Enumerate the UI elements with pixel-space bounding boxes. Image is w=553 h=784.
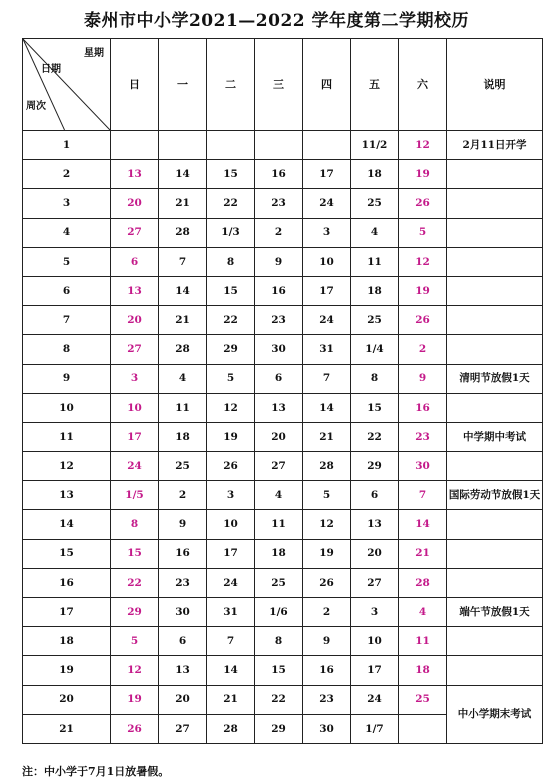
- date-cell-thu: 23: [303, 685, 351, 714]
- table-row: [23, 131, 543, 160]
- date-cell-thu: 16: [303, 656, 351, 685]
- table-row: [23, 452, 543, 481]
- note-cell: [447, 306, 543, 335]
- date-cell-sun: 6: [111, 247, 159, 276]
- weekday-header-wed: 三: [255, 39, 303, 131]
- table-row: [23, 685, 543, 714]
- table-row: [23, 364, 543, 393]
- date-cell-wed: 11: [255, 510, 303, 539]
- date-cell-sun: 13: [111, 160, 159, 189]
- date-cell-sun: 22: [111, 568, 159, 597]
- week-number-cell: 5: [23, 247, 111, 276]
- date-cell-tue: 15: [207, 276, 255, 305]
- date-cell-thu: 2: [303, 598, 351, 627]
- note-cell: [447, 393, 543, 422]
- date-cell-tue: 22: [207, 306, 255, 335]
- date-cell-wed: 30: [255, 335, 303, 364]
- note-cell: [447, 276, 543, 305]
- date-cell-wed: 2: [255, 218, 303, 247]
- date-cell-tue: 17: [207, 539, 255, 568]
- date-cell-fri: 18: [351, 160, 399, 189]
- date-cell-fri: 17: [351, 656, 399, 685]
- date-cell-thu: 28: [303, 452, 351, 481]
- week-number-cell: 14: [23, 510, 111, 539]
- table-row: [23, 306, 543, 335]
- date-cell-wed: [255, 131, 303, 160]
- date-cell-thu: 17: [303, 160, 351, 189]
- table-row: [23, 568, 543, 597]
- date-cell-tue: 1/3: [207, 218, 255, 247]
- date-cell-sat: 18: [399, 656, 447, 685]
- date-cell-tue: 29: [207, 335, 255, 364]
- date-cell-thu: 21: [303, 422, 351, 451]
- date-cell-thu: 5: [303, 481, 351, 510]
- week-number-cell: 9: [23, 364, 111, 393]
- date-cell-wed: 16: [255, 160, 303, 189]
- date-cell-thu: 9: [303, 627, 351, 656]
- corner-label-week: 周次: [26, 101, 46, 112]
- week-number-cell: 13: [23, 481, 111, 510]
- date-cell-tue: 12: [207, 393, 255, 422]
- week-number-cell: 7: [23, 306, 111, 335]
- note-cell: 中小学期末考试: [447, 685, 543, 743]
- date-cell-mon: 27: [159, 714, 207, 743]
- date-cell-mon: 16: [159, 539, 207, 568]
- date-cell-fri: 22: [351, 422, 399, 451]
- date-cell-sun: 27: [111, 335, 159, 364]
- weekday-header-tue: 二: [207, 39, 255, 131]
- weekday-header-sat: 六: [399, 39, 447, 131]
- corner-header-cell: [23, 39, 111, 131]
- date-cell-sat: 26: [399, 306, 447, 335]
- date-cell-sun: 19: [111, 685, 159, 714]
- date-cell-sun: 13: [111, 276, 159, 305]
- week-number-cell: 1: [23, 131, 111, 160]
- date-cell-thu: [303, 131, 351, 160]
- date-cell-thu: 26: [303, 568, 351, 597]
- page-title: 泰州市中小学2021—2022 学年度第二学期校历: [83, 11, 470, 31]
- week-number-cell: 15: [23, 539, 111, 568]
- date-cell-mon: 6: [159, 627, 207, 656]
- date-cell-tue: 10: [207, 510, 255, 539]
- note-cell: [447, 335, 543, 364]
- date-cell-tue: 19: [207, 422, 255, 451]
- date-cell-tue: 14: [207, 656, 255, 685]
- date-cell-wed: 8: [255, 627, 303, 656]
- date-cell-tue: 21: [207, 685, 255, 714]
- header-row: [23, 39, 543, 131]
- note-cell: [447, 627, 543, 656]
- table-row: [23, 539, 543, 568]
- corner-label-weekday: 星期: [84, 48, 104, 59]
- date-cell-sun: 29: [111, 598, 159, 627]
- date-cell-sun: 10: [111, 393, 159, 422]
- date-cell-fri: 10: [351, 627, 399, 656]
- date-cell-tue: 5: [207, 364, 255, 393]
- week-number-cell: 20: [23, 685, 111, 714]
- date-cell-sat: 12: [399, 131, 447, 160]
- note-cell: 中学期中考试: [447, 422, 543, 451]
- week-number-cell: 12: [23, 452, 111, 481]
- table-row: [23, 189, 543, 218]
- date-cell-tue: 8: [207, 247, 255, 276]
- table-row: [23, 160, 543, 189]
- week-number-cell: 21: [23, 714, 111, 743]
- date-cell-thu: 12: [303, 510, 351, 539]
- date-cell-sat: 4: [399, 598, 447, 627]
- date-cell-mon: 14: [159, 160, 207, 189]
- date-cell-sun: 1/5: [111, 481, 159, 510]
- date-cell-wed: 1/6: [255, 598, 303, 627]
- date-cell-sat: 9: [399, 364, 447, 393]
- date-cell-sun: 27: [111, 218, 159, 247]
- date-cell-thu: 7: [303, 364, 351, 393]
- table-row: [23, 422, 543, 451]
- date-cell-mon: 21: [159, 306, 207, 335]
- note-cell: 国际劳动节放假1天: [447, 481, 543, 510]
- date-cell-fri: 18: [351, 276, 399, 305]
- date-cell-sat: 28: [399, 568, 447, 597]
- date-cell-tue: 3: [207, 481, 255, 510]
- date-cell-tue: 22: [207, 189, 255, 218]
- date-cell-tue: 31: [207, 598, 255, 627]
- date-cell-mon: 2: [159, 481, 207, 510]
- date-cell-wed: 6: [255, 364, 303, 393]
- date-cell-fri: 3: [351, 598, 399, 627]
- date-cell-tue: 26: [207, 452, 255, 481]
- table-row: [23, 247, 543, 276]
- date-cell-thu: 30: [303, 714, 351, 743]
- date-cell-sun: 24: [111, 452, 159, 481]
- date-cell-sat: [399, 714, 447, 743]
- date-cell-wed: 4: [255, 481, 303, 510]
- date-cell-sun: 15: [111, 539, 159, 568]
- date-cell-mon: 25: [159, 452, 207, 481]
- note-cell: [447, 656, 543, 685]
- weekday-header-mon: 一: [159, 39, 207, 131]
- week-number-cell: 17: [23, 598, 111, 627]
- date-cell-sat: 30: [399, 452, 447, 481]
- date-cell-sun: 3: [111, 364, 159, 393]
- date-cell-mon: 14: [159, 276, 207, 305]
- weekday-header-thu: 四: [303, 39, 351, 131]
- date-cell-wed: 9: [255, 247, 303, 276]
- date-cell-wed: 22: [255, 685, 303, 714]
- date-cell-sun: 12: [111, 656, 159, 685]
- date-cell-tue: [207, 131, 255, 160]
- date-cell-mon: 28: [159, 218, 207, 247]
- note-cell: [447, 247, 543, 276]
- date-cell-sat: 12: [399, 247, 447, 276]
- date-cell-wed: 18: [255, 539, 303, 568]
- date-cell-thu: 19: [303, 539, 351, 568]
- week-number-cell: 16: [23, 568, 111, 597]
- date-cell-fri: 11/2: [351, 131, 399, 160]
- date-cell-mon: [159, 131, 207, 160]
- date-cell-thu: 3: [303, 218, 351, 247]
- week-number-cell: 2: [23, 160, 111, 189]
- date-cell-fri: 24: [351, 685, 399, 714]
- table-row: [23, 276, 543, 305]
- table-row: [23, 218, 543, 247]
- date-cell-mon: 9: [159, 510, 207, 539]
- date-cell-sun: 17: [111, 422, 159, 451]
- date-cell-fri: 4: [351, 218, 399, 247]
- note-cell: [447, 160, 543, 189]
- date-cell-sat: 2: [399, 335, 447, 364]
- date-cell-sun: 20: [111, 189, 159, 218]
- note-cell: 2月11日开学: [447, 131, 543, 160]
- week-number-cell: 6: [23, 276, 111, 305]
- date-cell-wed: 29: [255, 714, 303, 743]
- date-cell-sun: 20: [111, 306, 159, 335]
- week-number-cell: 8: [23, 335, 111, 364]
- note-cell: [447, 539, 543, 568]
- date-cell-wed: 16: [255, 276, 303, 305]
- week-number-cell: 18: [23, 627, 111, 656]
- week-number-cell: 10: [23, 393, 111, 422]
- date-cell-fri: 25: [351, 189, 399, 218]
- date-cell-fri: 8: [351, 364, 399, 393]
- date-cell-thu: 31: [303, 335, 351, 364]
- table-row: [23, 393, 543, 422]
- date-cell-tue: 28: [207, 714, 255, 743]
- date-cell-sat: 25: [399, 685, 447, 714]
- date-cell-wed: 27: [255, 452, 303, 481]
- calendar-table: [22, 38, 543, 744]
- date-cell-sat: 26: [399, 189, 447, 218]
- table-row: [23, 627, 543, 656]
- table-row: [23, 656, 543, 685]
- date-cell-mon: 18: [159, 422, 207, 451]
- date-cell-fri: 15: [351, 393, 399, 422]
- note-cell: [447, 218, 543, 247]
- date-cell-wed: 20: [255, 422, 303, 451]
- table-row: [23, 510, 543, 539]
- date-cell-fri: 20: [351, 539, 399, 568]
- date-cell-tue: 15: [207, 160, 255, 189]
- date-cell-wed: 23: [255, 306, 303, 335]
- date-cell-mon: 28: [159, 335, 207, 364]
- date-cell-fri: 25: [351, 306, 399, 335]
- date-cell-thu: 14: [303, 393, 351, 422]
- date-cell-fri: 29: [351, 452, 399, 481]
- date-cell-wed: 15: [255, 656, 303, 685]
- date-cell-wed: 23: [255, 189, 303, 218]
- date-cell-sun: [111, 131, 159, 160]
- date-cell-fri: 11: [351, 247, 399, 276]
- footnote: 注：中小学于7月1日放暑假。: [22, 765, 170, 778]
- note-cell: [447, 189, 543, 218]
- date-cell-wed: 25: [255, 568, 303, 597]
- date-cell-mon: 13: [159, 656, 207, 685]
- date-cell-mon: 21: [159, 189, 207, 218]
- date-cell-thu: 17: [303, 276, 351, 305]
- date-cell-fri: 27: [351, 568, 399, 597]
- date-cell-mon: 30: [159, 598, 207, 627]
- date-cell-sat: 23: [399, 422, 447, 451]
- note-cell: [447, 510, 543, 539]
- date-cell-thu: 10: [303, 247, 351, 276]
- weekday-header-fri: 五: [351, 39, 399, 131]
- table-row: [23, 335, 543, 364]
- date-cell-sun: 26: [111, 714, 159, 743]
- note-cell: 端午节放假1天: [447, 598, 543, 627]
- date-cell-sat: 11: [399, 627, 447, 656]
- week-number-cell: 4: [23, 218, 111, 247]
- note-header: 说明: [447, 39, 543, 131]
- date-cell-fri: 6: [351, 481, 399, 510]
- date-cell-sat: 5: [399, 218, 447, 247]
- date-cell-sun: 8: [111, 510, 159, 539]
- weekday-header-sun: 日: [111, 39, 159, 131]
- week-number-cell: 11: [23, 422, 111, 451]
- note-cell: [447, 452, 543, 481]
- date-cell-fri: 1/7: [351, 714, 399, 743]
- date-cell-mon: 23: [159, 568, 207, 597]
- corner-label-date: 日期: [41, 64, 61, 75]
- table-row: [23, 598, 543, 627]
- table-row: [23, 481, 543, 510]
- date-cell-sat: 19: [399, 276, 447, 305]
- week-number-cell: 3: [23, 189, 111, 218]
- date-cell-sat: 16: [399, 393, 447, 422]
- date-cell-tue: 24: [207, 568, 255, 597]
- date-cell-sat: 21: [399, 539, 447, 568]
- week-number-cell: 19: [23, 656, 111, 685]
- date-cell-sun: 5: [111, 627, 159, 656]
- date-cell-sat: 7: [399, 481, 447, 510]
- date-cell-mon: 11: [159, 393, 207, 422]
- date-cell-mon: 7: [159, 247, 207, 276]
- date-cell-sat: 19: [399, 160, 447, 189]
- date-cell-sat: 14: [399, 510, 447, 539]
- date-cell-thu: 24: [303, 306, 351, 335]
- note-cell: 清明节放假1天: [447, 364, 543, 393]
- date-cell-thu: 24: [303, 189, 351, 218]
- date-cell-fri: 13: [351, 510, 399, 539]
- date-cell-wed: 13: [255, 393, 303, 422]
- note-cell: [447, 568, 543, 597]
- date-cell-mon: 20: [159, 685, 207, 714]
- date-cell-mon: 4: [159, 364, 207, 393]
- date-cell-tue: 7: [207, 627, 255, 656]
- date-cell-fri: 1/4: [351, 335, 399, 364]
